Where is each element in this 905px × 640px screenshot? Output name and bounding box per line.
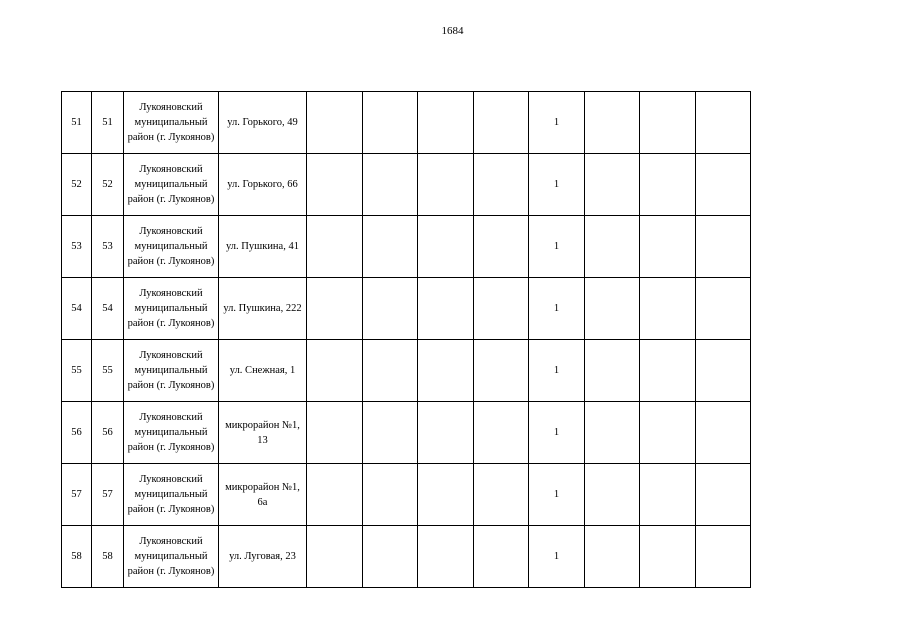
cell-object-number: 52	[92, 154, 124, 216]
table-row	[62, 278, 751, 340]
cell-column-8	[474, 340, 529, 402]
cell-column-8	[474, 464, 529, 526]
cell-district: Лукояновский муниципальный район (г. Лукоянов)	[124, 92, 219, 154]
cell-count: 1	[529, 340, 585, 402]
cell-column-6	[363, 216, 418, 278]
cell-column-10	[585, 216, 640, 278]
cell-column-6	[363, 278, 418, 340]
cell-column-7	[418, 278, 474, 340]
cell-column-11	[640, 278, 696, 340]
table-row	[62, 92, 751, 154]
cell-object-number: 55	[92, 340, 124, 402]
table-body	[62, 92, 751, 588]
cell-column-8	[474, 278, 529, 340]
table-row	[62, 526, 751, 588]
cell-column-11	[640, 526, 696, 588]
table-row	[62, 464, 751, 526]
cell-column-8	[474, 92, 529, 154]
cell-column-6	[363, 464, 418, 526]
cell-column-8	[474, 526, 529, 588]
cell-column-5	[307, 154, 363, 216]
cell-district: Лукояновский муниципальный район (г. Лукоянов)	[124, 526, 219, 588]
cell-row-number: 53	[62, 216, 92, 278]
cell-column-6	[363, 402, 418, 464]
cell-column-11	[640, 154, 696, 216]
cell-row-number: 55	[62, 340, 92, 402]
cell-column-7	[418, 464, 474, 526]
cell-column-10	[585, 278, 640, 340]
cell-address: ул. Пушкина, 41	[219, 216, 307, 278]
cell-column-8	[474, 154, 529, 216]
cell-address: ул. Пушкина, 222	[219, 278, 307, 340]
cell-address: ул. Горького, 66	[219, 154, 307, 216]
cell-column-12	[696, 340, 751, 402]
table-row	[62, 154, 751, 216]
cell-object-number: 51	[92, 92, 124, 154]
cell-column-8	[474, 402, 529, 464]
table-row	[62, 340, 751, 402]
cell-column-12	[696, 92, 751, 154]
cell-column-10	[585, 154, 640, 216]
cell-column-12	[696, 216, 751, 278]
cell-column-5	[307, 216, 363, 278]
cell-count: 1	[529, 154, 585, 216]
cell-column-10	[585, 92, 640, 154]
cell-row-number: 56	[62, 402, 92, 464]
registry-table	[61, 91, 751, 588]
cell-column-12	[696, 154, 751, 216]
cell-column-6	[363, 92, 418, 154]
cell-district: Лукояновский муниципальный район (г. Лукоянов)	[124, 154, 219, 216]
cell-column-7	[418, 340, 474, 402]
cell-object-number: 54	[92, 278, 124, 340]
cell-column-10	[585, 340, 640, 402]
cell-column-12	[696, 402, 751, 464]
cell-column-10	[585, 526, 640, 588]
cell-count: 1	[529, 92, 585, 154]
cell-object-number: 53	[92, 216, 124, 278]
cell-row-number: 52	[62, 154, 92, 216]
cell-object-number: 56	[92, 402, 124, 464]
cell-count: 1	[529, 402, 585, 464]
cell-column-12	[696, 464, 751, 526]
cell-column-11	[640, 464, 696, 526]
cell-address: ул. Снежная, 1	[219, 340, 307, 402]
cell-column-11	[640, 340, 696, 402]
cell-column-12	[696, 278, 751, 340]
cell-column-7	[418, 526, 474, 588]
cell-column-7	[418, 216, 474, 278]
cell-column-5	[307, 92, 363, 154]
cell-column-5	[307, 526, 363, 588]
cell-address: ул. Горького, 49	[219, 92, 307, 154]
cell-column-7	[418, 92, 474, 154]
cell-column-10	[585, 402, 640, 464]
cell-column-6	[363, 154, 418, 216]
table-row	[62, 216, 751, 278]
cell-column-6	[363, 526, 418, 588]
cell-row-number: 58	[62, 526, 92, 588]
page-number: 1684	[441, 25, 464, 37]
cell-district: Лукояновский муниципальный район (г. Лукоянов)	[124, 340, 219, 402]
cell-column-7	[418, 154, 474, 216]
cell-address: микрорайон №1, 6а	[219, 464, 307, 526]
cell-district: Лукояновский муниципальный район (г. Лукоянов)	[124, 278, 219, 340]
cell-column-5	[307, 402, 363, 464]
cell-district: Лукояновский муниципальный район (г. Лукоянов)	[124, 464, 219, 526]
cell-column-5	[307, 464, 363, 526]
cell-column-11	[640, 92, 696, 154]
cell-object-number: 57	[92, 464, 124, 526]
cell-column-5	[307, 278, 363, 340]
cell-column-6	[363, 340, 418, 402]
cell-row-number: 51	[62, 92, 92, 154]
cell-row-number: 54	[62, 278, 92, 340]
cell-address: ул. Луговая, 23	[219, 526, 307, 588]
cell-object-number: 58	[92, 526, 124, 588]
cell-row-number: 57	[62, 464, 92, 526]
cell-column-11	[640, 216, 696, 278]
cell-count: 1	[529, 526, 585, 588]
cell-column-11	[640, 402, 696, 464]
cell-column-8	[474, 216, 529, 278]
cell-count: 1	[529, 216, 585, 278]
cell-column-7	[418, 402, 474, 464]
cell-count: 1	[529, 278, 585, 340]
cell-district: Лукояновский муниципальный район (г. Лукоянов)	[124, 402, 219, 464]
cell-district: Лукояновский муниципальный район (г. Лукоянов)	[124, 216, 219, 278]
cell-column-5	[307, 340, 363, 402]
cell-address: микрорайон №1, 13	[219, 402, 307, 464]
cell-count: 1	[529, 464, 585, 526]
table-row	[62, 402, 751, 464]
cell-column-12	[696, 526, 751, 588]
cell-column-10	[585, 464, 640, 526]
